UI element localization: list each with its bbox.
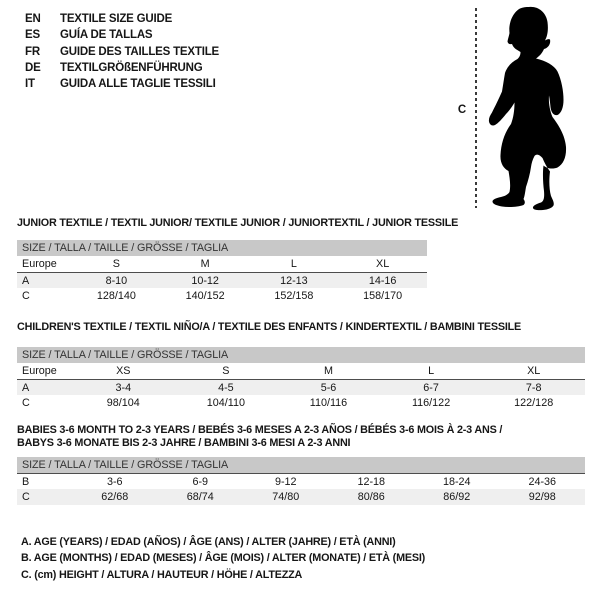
language-row xyxy=(25,11,219,27)
table-row xyxy=(17,288,427,304)
language-code: IT xyxy=(25,78,35,91)
height-measure-line xyxy=(475,8,477,208)
table-cell: 92/98 xyxy=(528,491,556,503)
section-title: CHILDREN'S TEXTILE / TEXTIL NIÑO/A / TEXTILE DES ENFANTS / KINDERTEXTIL / BAMBINI TESSILE xyxy=(17,321,522,333)
language-title-list xyxy=(25,11,219,92)
size-header-bar: SIZE / TALLA / TAILLE / GRÖSSE / TAGLIA xyxy=(17,457,585,473)
table-cell: 62/68 xyxy=(101,491,129,503)
size-header-bar: SIZE / TALLA / TAILLE / GRÖSSE / TAGLIA xyxy=(17,240,427,256)
table-row xyxy=(17,489,585,505)
table-cell: 3-4 xyxy=(115,381,132,394)
table-cell: 8-10 xyxy=(105,274,128,287)
table-cell: 12-18 xyxy=(357,475,386,488)
table-cell: 104/110 xyxy=(206,397,245,409)
table-cell: XL xyxy=(376,258,390,270)
size-table xyxy=(17,240,427,304)
footnote: C. (cm) HEIGHT / ALTURA / HAUTEUR / HÖHE / ALTEZZA xyxy=(21,568,303,581)
table-cell: 6-7 xyxy=(423,381,439,394)
row-label: C xyxy=(22,290,30,302)
table-cell: 3-6 xyxy=(106,475,123,488)
language-row xyxy=(25,76,219,92)
table-cell: S xyxy=(112,258,120,270)
table-cell: 5-6 xyxy=(320,381,337,394)
table-cell: M xyxy=(200,258,210,270)
table-row xyxy=(17,473,585,489)
language-code: ES xyxy=(25,29,40,42)
table-cell: L xyxy=(428,365,435,377)
table-cell: 158/170 xyxy=(363,290,403,302)
table-cell: 6-9 xyxy=(192,475,209,488)
table-cell: 116/122 xyxy=(411,397,451,409)
size-header-bar: SIZE / TALLA / TAILLE / GRÖSSE / TAGLIA xyxy=(17,347,585,363)
footnote: B. AGE (MONTHS) / EDAD (MESES) / ÂGE (MOIS) / ALTER (MONATE) / ETÀ (MESI) xyxy=(21,552,426,565)
guide-title: TEXTILE SIZE GUIDE xyxy=(60,13,173,26)
language-row xyxy=(25,27,219,43)
table-cell: 9-12 xyxy=(274,475,297,488)
column-header-row xyxy=(17,256,427,272)
table-cell: 68/74 xyxy=(186,491,214,503)
table-cell: 74/80 xyxy=(272,491,300,503)
table-cell: 10-12 xyxy=(191,274,219,287)
language-row xyxy=(25,44,219,60)
table-cell: 128/140 xyxy=(96,290,136,302)
section-title: BABYS 3-6 MONATE BIS 2-3 JAHRE / BAMBINI 3-6 MESI A 2-3 ANNI xyxy=(17,437,351,449)
row-label: Europe xyxy=(22,258,57,270)
table-cell: 12-13 xyxy=(280,274,308,287)
table-cell: XL xyxy=(527,365,541,377)
table-row xyxy=(17,272,427,288)
column-header-row xyxy=(17,363,585,379)
section-babies xyxy=(17,424,585,505)
section-junior xyxy=(17,217,458,304)
row-label: C xyxy=(22,397,30,409)
section-title: JUNIOR TEXTILE / TEXTIL JUNIOR/ TEXTILE JUNIOR / JUNIORTEXTIL / JUNIOR TESSILE xyxy=(17,217,459,229)
table-cell: 152/158 xyxy=(274,290,314,302)
table-cell: 86/92 xyxy=(443,491,471,503)
table-cell: 140/152 xyxy=(185,290,225,302)
language-code: FR xyxy=(25,45,40,58)
table-cell: M xyxy=(323,365,333,377)
row-label: A xyxy=(22,381,30,394)
footnotes xyxy=(21,534,425,583)
table-cell: 98/104 xyxy=(106,397,140,409)
size-table xyxy=(17,457,585,505)
table-cell: 14-16 xyxy=(368,274,397,287)
size-table xyxy=(17,347,585,411)
guide-title: GUÍA DE TALLAS xyxy=(60,29,153,42)
height-measure-label: C xyxy=(457,104,467,116)
guide-title: GUIDE DES TAILLES TEXTILE xyxy=(60,45,219,58)
section-title: BABIES 3-6 MONTH TO 2-3 YEARS / BEBÉS 3-6 MESES A 2-3 AÑOS / BÉBÉS 3-6 MOIS À 2-3 ANS / xyxy=(17,424,503,436)
table-row xyxy=(17,379,585,395)
table-cell: 122/128 xyxy=(514,397,554,409)
language-code: EN xyxy=(25,13,41,26)
table-cell: 110/116 xyxy=(309,397,348,409)
language-row xyxy=(25,60,219,76)
table-cell: 4-5 xyxy=(218,381,234,394)
guide-title: GUIDA ALLE TAGLIE TESSILI xyxy=(60,78,216,91)
row-label: A xyxy=(22,274,30,287)
table-cell: S xyxy=(222,365,230,377)
baby-silhouette-icon xyxy=(487,5,593,211)
table-cell: L xyxy=(290,258,297,270)
table-cell: 80/86 xyxy=(357,491,385,503)
table-cell: 24-36 xyxy=(528,475,557,488)
guide-title: TEXTILGRÖßENFÜHRUNG xyxy=(60,62,203,75)
table-cell: XS xyxy=(116,365,131,377)
table-cell: 18-24 xyxy=(442,475,471,488)
table-cell: 7-8 xyxy=(525,381,542,394)
table-row xyxy=(17,395,585,411)
row-label: Europe xyxy=(22,365,57,377)
row-label: C xyxy=(22,491,30,503)
section-children xyxy=(17,321,585,411)
language-code: DE xyxy=(25,62,41,75)
footnote: A. AGE (YEARS) / EDAD (AÑOS) / ÂGE (ANS) / ALTER (JAHRE) / ETÀ (ANNI) xyxy=(21,536,396,548)
row-label: B xyxy=(22,475,30,488)
